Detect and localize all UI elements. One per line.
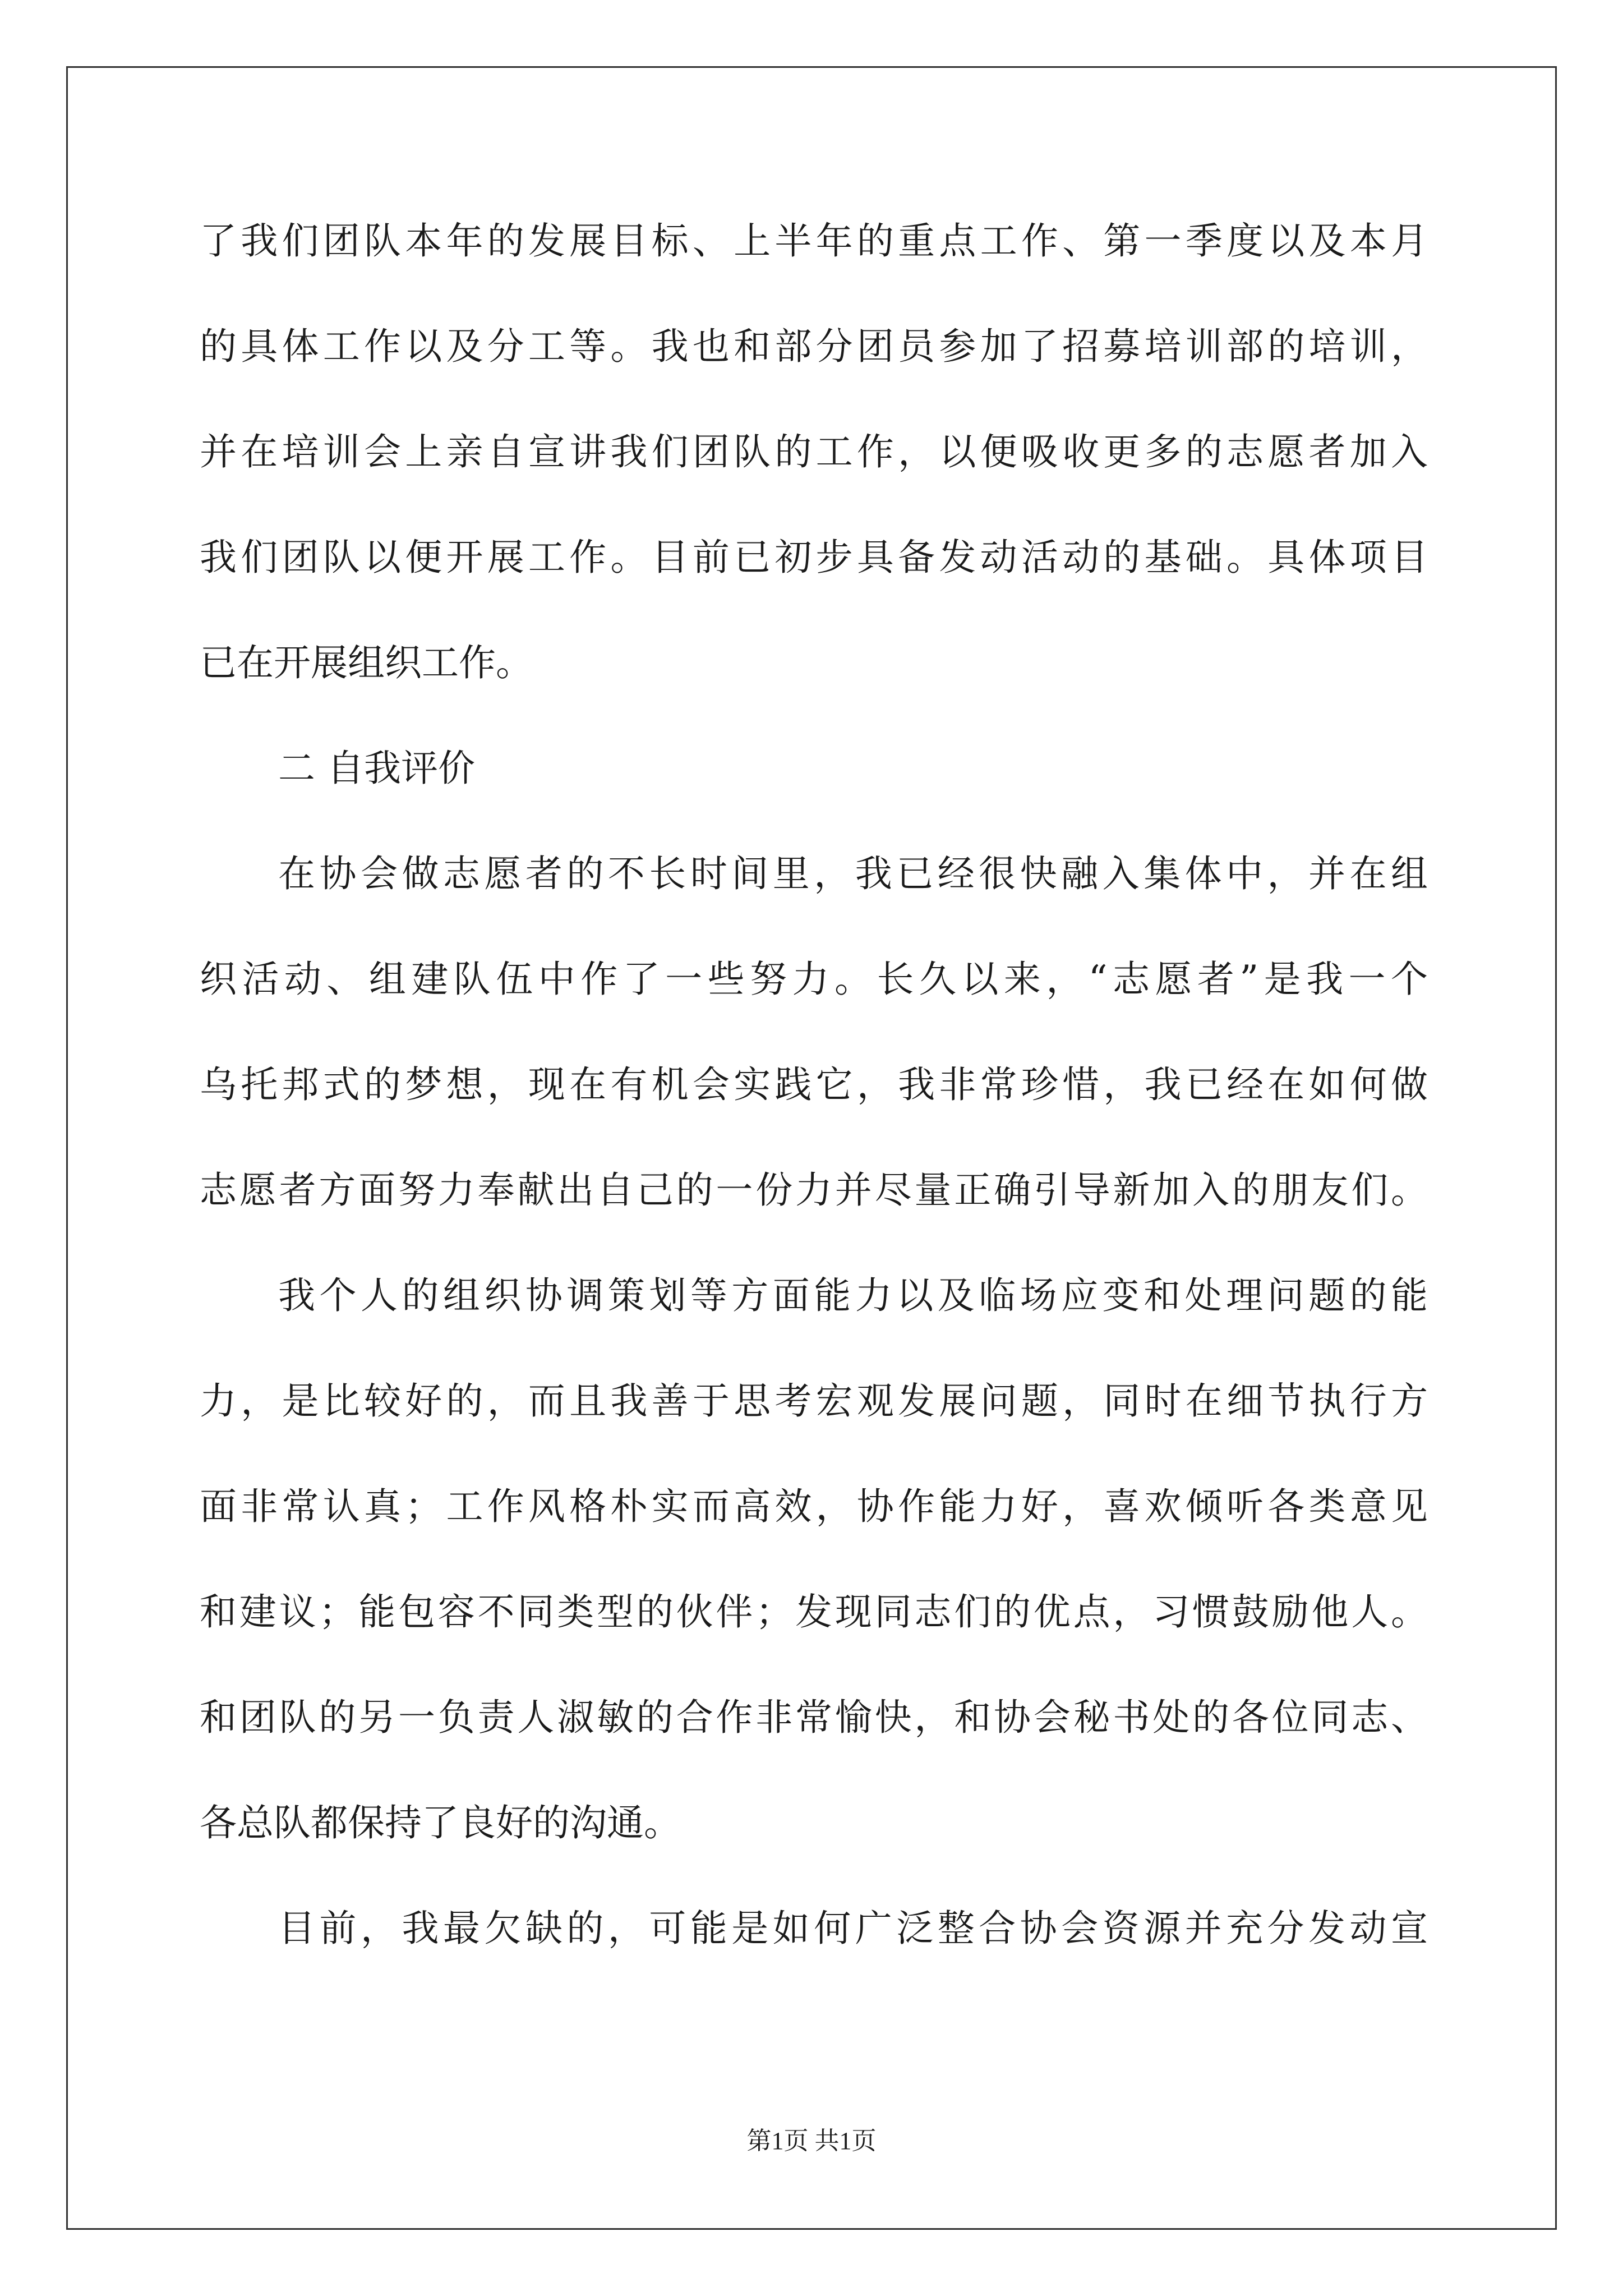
text-line: 面非常认真；工作风格朴实而高效，协作能力好，喜欢倾听各类意见 xyxy=(200,1485,1428,1528)
text-line: 织活动、组建队伍中作了一些努力。长久以来，“志愿者”是我一个 xyxy=(200,958,1428,1001)
document-body xyxy=(200,208,1428,2000)
text-line: 力，是比较好的，而且我善于思考宏观发展问题，同时在细节执行方 xyxy=(200,1379,1428,1423)
text-line: 目前，我最欠缺的，可能是如何广泛整合协会资源并充分发动宣 xyxy=(278,1907,1428,1950)
text-line: 在协会做志愿者的不长时间里，我已经很快融入集体中，并在组 xyxy=(278,852,1428,895)
text-line: 并在培训会上亲自宣讲我们团队的工作，以便吸收更多的志愿者加入 xyxy=(200,430,1428,473)
text-line: 各总队都保持了良好的沟通。 xyxy=(200,1801,681,1844)
text-line: 二 自我评价 xyxy=(278,747,475,790)
text-line: 了我们团队本年的发展目标、上半年的重点工作、第一季度以及本月 xyxy=(200,219,1428,263)
text-line: 我们团队以便开展工作。目前已初步具备发动活动的基础。具体项目 xyxy=(200,536,1428,579)
text-line: 我个人的组织协调策划等方面能力以及临场应变和处理问题的能 xyxy=(278,1274,1428,1317)
text-line: 已在开展组织工作。 xyxy=(200,641,533,684)
text-line: 的具体工作以及分工等。我也和部分团员参加了招募培训部的培训， xyxy=(200,325,1428,368)
text-line: 志愿者方面努力奉献出自己的一份力并尽量正确引导新加入的朋友们。 xyxy=(200,1168,1428,1212)
text-line: 乌托邦式的梦想，现在有机会实践它，我非常珍惜，我已经在如何做 xyxy=(200,1063,1428,1106)
text-line: 和团队的另一负责人淑敏的合作非常愉快，和协会秘书处的各位同志、 xyxy=(200,1696,1428,1739)
page-footer: 第1页 共1页 xyxy=(746,2127,877,2155)
text-line: 和建议；能包容不同类型的伙伴；发现同志们的优点，习惯鼓励他人。 xyxy=(200,1590,1428,1634)
